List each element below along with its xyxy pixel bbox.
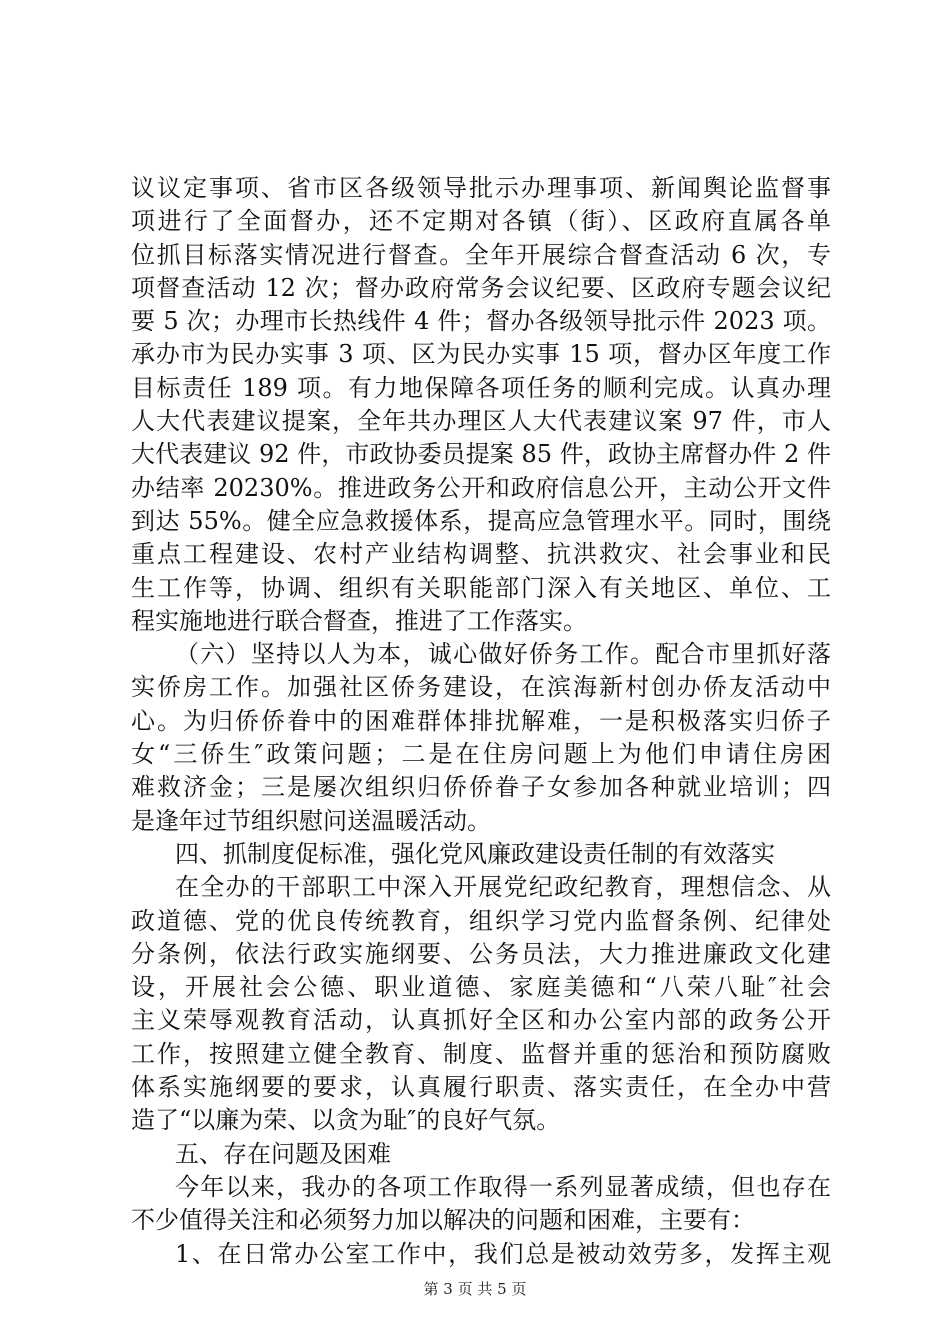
text-line: 女“三侨生″政策问题；二是在住房问题上为他们申请住房困: [131, 740, 831, 769]
text-line: 心。为归侨侨眷中的困难群体排扰解难，一是积极落实归侨子: [131, 706, 831, 735]
text-line: 要 5 次；办理市长热线件 4 件；督办各级领导批示件 2023 项。: [131, 307, 831, 336]
document-body: [131, 172, 831, 1271]
text-line: 今年以来，我办的各项工作取得一系列显著成绩，但也存在: [175, 1172, 831, 1201]
text-line: 体系实施纲要的要求，认真履行职责、落实责任，在全办中营: [131, 1073, 831, 1102]
text-line: 难救济金；三是屡次组织归侨侨眷子女参加各种就业培训；四: [131, 773, 831, 802]
section-heading: 五、存在问题及困难: [175, 1139, 391, 1168]
text-line: 重点工程建设、农村产业结构调整、抗洪救灾、社会事业和民: [131, 540, 831, 569]
text-line: 是逢年过节组织慰问送温暖活动。: [131, 806, 491, 835]
text-line: 设，开展社会公德、职业道德、家庭美德和“八荣八耻″社会: [131, 973, 831, 1002]
text-line: 位抓目标落实情况进行督查。全年开展综合督查活动 6 次，专: [131, 240, 831, 269]
text-line: 政道德、党的优良传统教育，组织学习党内监督条例、纪律处: [131, 906, 831, 935]
text-line: 人大代表建议提案，全年共办理区人大代表建议案 97 件，市人: [131, 407, 831, 436]
text-line: 承办市为民办实事 3 项、区为民办实事 15 项，督办区年度工作: [131, 340, 831, 369]
text-line: 主义荣辱观教育活动，认真抓好全区和办公室内部的政务公开: [131, 1006, 831, 1035]
text-line: 项督查活动 12 次；督办政府常务会议纪要、区政府专题会议纪: [131, 273, 831, 302]
text-line: 到达 55%。健全应急救援体系，提高应急管理水平。同时，围绕: [131, 506, 831, 535]
text-line: 分条例，依法行政实施纲要、公务员法，大力推进廉政文化建: [131, 939, 831, 968]
page-number-footer: 第 3 页 共 5 页: [423, 1280, 527, 1298]
text-line: 在全办的干部职工中深入开展党纪政纪教育，理想信念、从: [175, 873, 831, 902]
text-line: 不少值得关注和必须努力加以解决的问题和困难，主要有：: [131, 1206, 755, 1235]
text-line: 议议定事项、省市区各级领导批示办理事项、新闻舆论监督事: [131, 174, 831, 202]
text-line: 程实施地进行联合督查，推进了工作落实。: [131, 606, 587, 635]
text-line: 办结率 20230%。推进政务公开和政府信息公开，主动公开文件: [131, 473, 831, 502]
text-line: 实侨房工作。加强社区侨务建设，在滨海新村创办侨友活动中: [131, 673, 831, 702]
text-line: 造了“以廉为荣、以贪为耻″的良好气氛。: [131, 1106, 561, 1135]
section-heading: 四、抓制度促标准，强化党风廉政建设责任制的有效落实: [175, 839, 775, 868]
text-line: 项进行了全面督办，还不定期对各镇（街）、区政府直属各单: [131, 207, 831, 236]
text-line: 1、在日常办公室工作中，我们总是被动效劳多，发挥主观: [175, 1239, 831, 1268]
text-line: 大代表建议 92 件，市政协委员提案 85 件，政协主席督办件 2 件: [131, 440, 831, 469]
paragraph-heading-line: （六）坚持以人为本，诚心做好侨务工作。配合市里抓好落: [175, 640, 831, 669]
text-line: 生工作等，协调、组织有关职能部门深入有关地区、单位、工: [131, 573, 831, 602]
text-line: 工作，按照建立健全教育、制度、监督并重的惩治和预防腐败: [131, 1039, 831, 1068]
text-line: 目标责任 189 项。有力地保障各项任务的顺利完成。认真办理: [131, 373, 831, 402]
